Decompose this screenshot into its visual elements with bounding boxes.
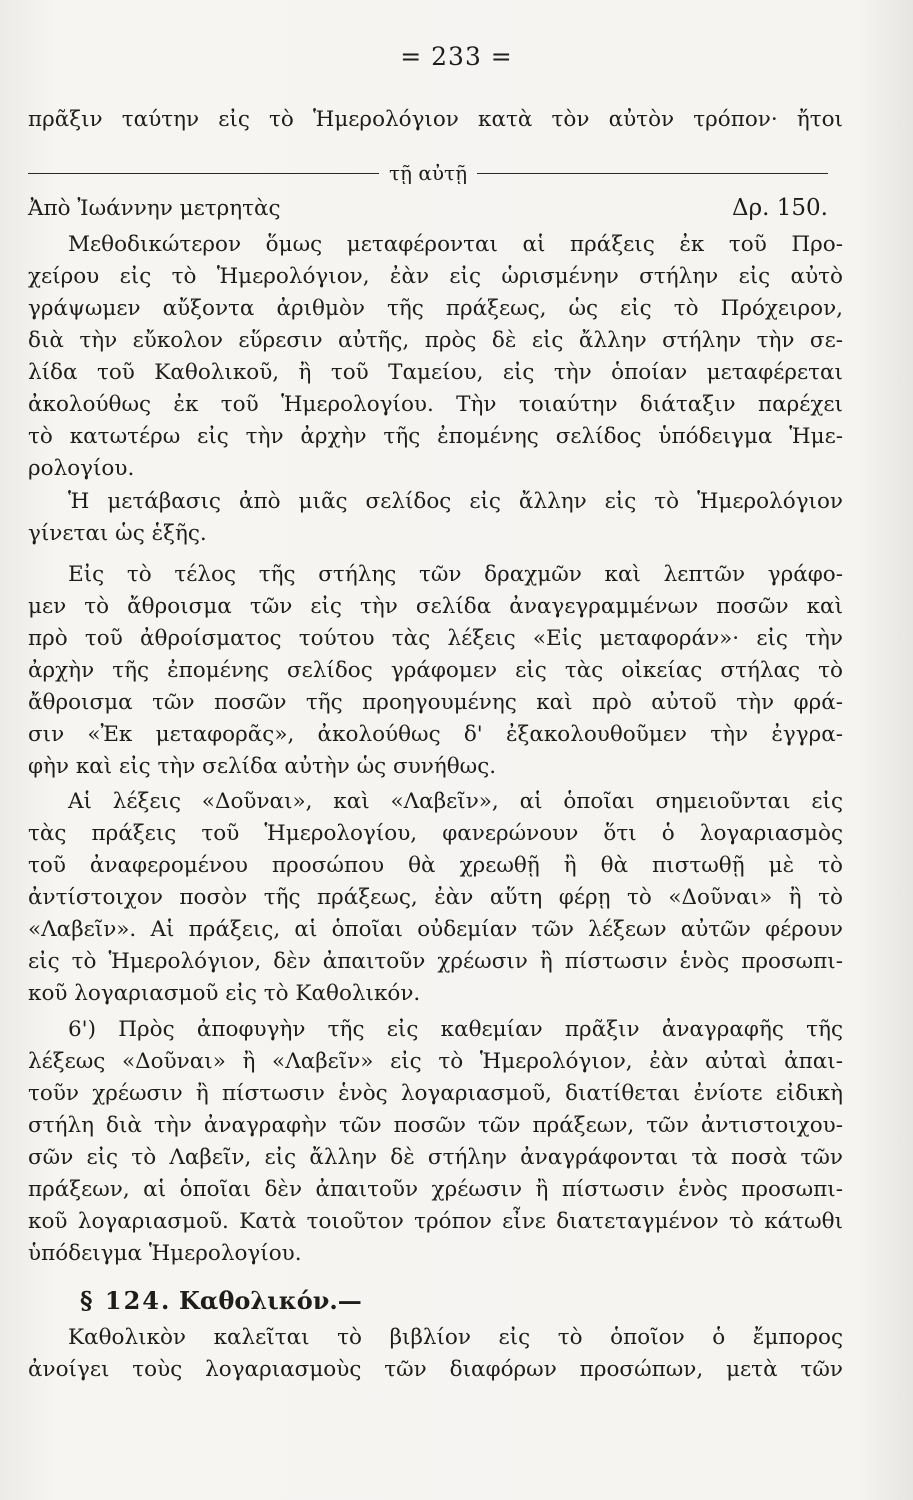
text-line: διὰ τὴν εὔκολον εὕρεσιν αὐτῆς, πρὸς δὲ εἰς ἄλλην στήλην τὴν σε- — [28, 328, 843, 353]
text-line: «Λαβεῖν». Αἱ πράξεις, αἱ ὁποῖαι οὐδεμίαν τῶν λέξεων αὐτῶν φέρουν — [28, 917, 843, 942]
text-line: 6') Πρὸς ἀποφυγὴν τῆς εἰς καθεμίαν πρᾶξιν ἀναγραφῆς τῆς — [68, 1017, 843, 1042]
text-line: ρολογίου. — [28, 456, 135, 481]
text-line: Αἱ λέξεις «Δοῦναι», καὶ «Λαβεῖν», αἱ ὁποῖαι σημειοῦνται εἰς — [68, 789, 843, 814]
text-line: πράξεων, αἱ ὁποῖαι δὲν ἀπαιτοῦν χρέωσιν ἢ πίστωσιν ἑνὸς προσωπι- — [28, 1177, 843, 1202]
text-line: φὴν καὶ εἰς τὴν σελίδα αὐτὴν ὡς συνήθως. — [28, 754, 497, 779]
text-line: Εἰς τὸ τέλος τῆς στήλης τῶν δραχμῶν καὶ λεπτῶν γράφο- — [68, 562, 843, 587]
text-line: ἀρχὴν τῆς ἐπομένης σελίδος γράφομεν εἰς τὰς οἰκείας στήλας τὸ — [28, 658, 843, 683]
text-line: λέξεως «Δοῦναι» ἢ «Λαβεῖν» εἰς τὸ Ἡμερολόγιον, ἐὰν αὐταὶ ἀπαι- — [28, 1049, 843, 1074]
text-line: τὸ κατωτέρω εἰς τὴν ἀρχὴν τῆς ἐπομένης σελίδος ὑπόδειγμα Ἡμε- — [28, 424, 843, 449]
text-line: τοῦν χρέωσιν ἢ πίστωσιν ἑνὸς λογαριασμοῦ, διατίθεται ἐνίοτε εἰδικὴ — [28, 1081, 843, 1106]
text-line: ὑπόδειγμα Ἡμερολογίου. — [28, 1241, 302, 1266]
section-title: Καθολικόν.— — [179, 1286, 362, 1315]
text-line: ἀνοίγει τοὺς λογαριασμοὺς τῶν διαφόρων προσώπων, μετὰ τῶν — [28, 1357, 843, 1382]
text-line: στήλη διὰ τὴν ἀναγραφὴν τῶν ποσῶν τῶν πράξεων, τῶν ἀντιστοιχου- — [28, 1113, 843, 1138]
separator-rule — [28, 158, 828, 188]
text-line: ἀκολούθως ἐκ τοῦ Ἡμερολογίου. Τὴν τοιαύτην διάταξιν παρέχει — [28, 392, 843, 417]
text-line: εἰς τὸ Ἡμερολόγιον, δὲν ἀπαιτοῦν χρέωσιν ἢ πίστωσιν ἑνὸς προσωπι- — [28, 949, 843, 974]
text-line: σιν «Ἐκ μεταφορᾶς», ἀκολούθως δ' ἐξακολουθοῦμεν τὴν ἐγγρα- — [28, 722, 843, 747]
section-heading — [80, 1284, 362, 1318]
text-line: γίνεται ὡς ἑξῆς. — [28, 521, 207, 546]
text-line: ἀντίστοιχον ποσὸν τῆς πράξεως, ἐὰν αὕτη φέρῃ τὸ «Δοῦναι» ἢ τὸ — [28, 885, 843, 910]
text-line: γράψωμεν αὔξοντα ἀριθμὸν τῆς πράξεως, ὡς εἰς τὸ Πρόχειρον, — [28, 296, 843, 321]
section-number: § 124. — [80, 1286, 172, 1315]
text-line: κοῦ λογαριασμοῦ. Κατὰ τοιοῦτον τρόπον εἶνε διατεταγμένον τὸ κάτωθι — [28, 1209, 843, 1234]
text-line: τὰς πράξεις τοῦ Ἡμερολογίου, φανερώνουν ὅτι ὁ λογαριασμὸς — [28, 821, 843, 846]
text-line: τοῦ ἀναφερομένου προσώπου θὰ χρεωθῇ ἢ θὰ πιστωθῇ μὲ τὸ — [28, 853, 843, 878]
rule-right — [477, 173, 828, 174]
text-line: Ἡ μετάβασις ἀπὸ μιᾶς σελίδος εἰς ἄλλην εἰς τὸ Ἡμερολόγιον — [68, 489, 843, 514]
rule-label: τῇ αὐτῇ — [388, 161, 468, 185]
text-line: κοῦ λογαριασμοῦ εἰς τὸ Καθολικόν. — [28, 981, 421, 1006]
entry-amount: Δρ. 150. — [732, 195, 828, 221]
text-line: μεν τὸ ἄθροισμα τῶν εἰς τὴν σελίδα ἀναγεγραμμένων ποσῶν καὶ — [28, 594, 843, 619]
text-line: λίδα τοῦ Καθολικοῦ, ἢ τοῦ Ταμείου, εἰς τὴν ὁποίαν μεταφέρεται — [28, 360, 843, 385]
text-line: πρᾶξιν ταύτην εἰς τὸ Ἡμερολόγιον κατὰ τὸν αὐτὸν τρόπον· ἤτοι — [28, 107, 843, 132]
entry-description: Ἀπὸ Ἰωάννην μετρητὰς — [28, 196, 281, 221]
rule-left — [28, 173, 379, 174]
text-line: ἄθροισμα τῶν ποσῶν τῆς προηγουμένης καὶ πρὸ αὐτοῦ τὴν φρά- — [28, 690, 843, 715]
page-number: = 233 = — [400, 42, 513, 71]
text-line: πρὸ τοῦ ἀθροίσματος τούτου τὰς λέξεις «Εἰς μεταφοράν»· εἰς τὴν — [28, 626, 843, 651]
text-line: χείρου εἰς τὸ Ἡμερολόγιον, ἐὰν εἰς ὡρισμένην στήλην εἰς αὐτὸ — [28, 264, 843, 289]
text-line: Μεθοδικώτερον ὅμως μεταφέρονται αἱ πράξεις ἐκ τοῦ Προ- — [68, 232, 843, 257]
journal-entry — [28, 192, 828, 225]
text-line: σῶν εἰς τὸ Λαβεῖν, εἰς ἄλλην δὲ στήλην ἀναγράφονται τὰ ποσὰ τῶν — [28, 1145, 843, 1170]
text-line: Καθολικὸν καλεῖται τὸ βιβλίον εἰς τὸ ὁποῖον ὁ ἔμπορος — [68, 1325, 843, 1350]
